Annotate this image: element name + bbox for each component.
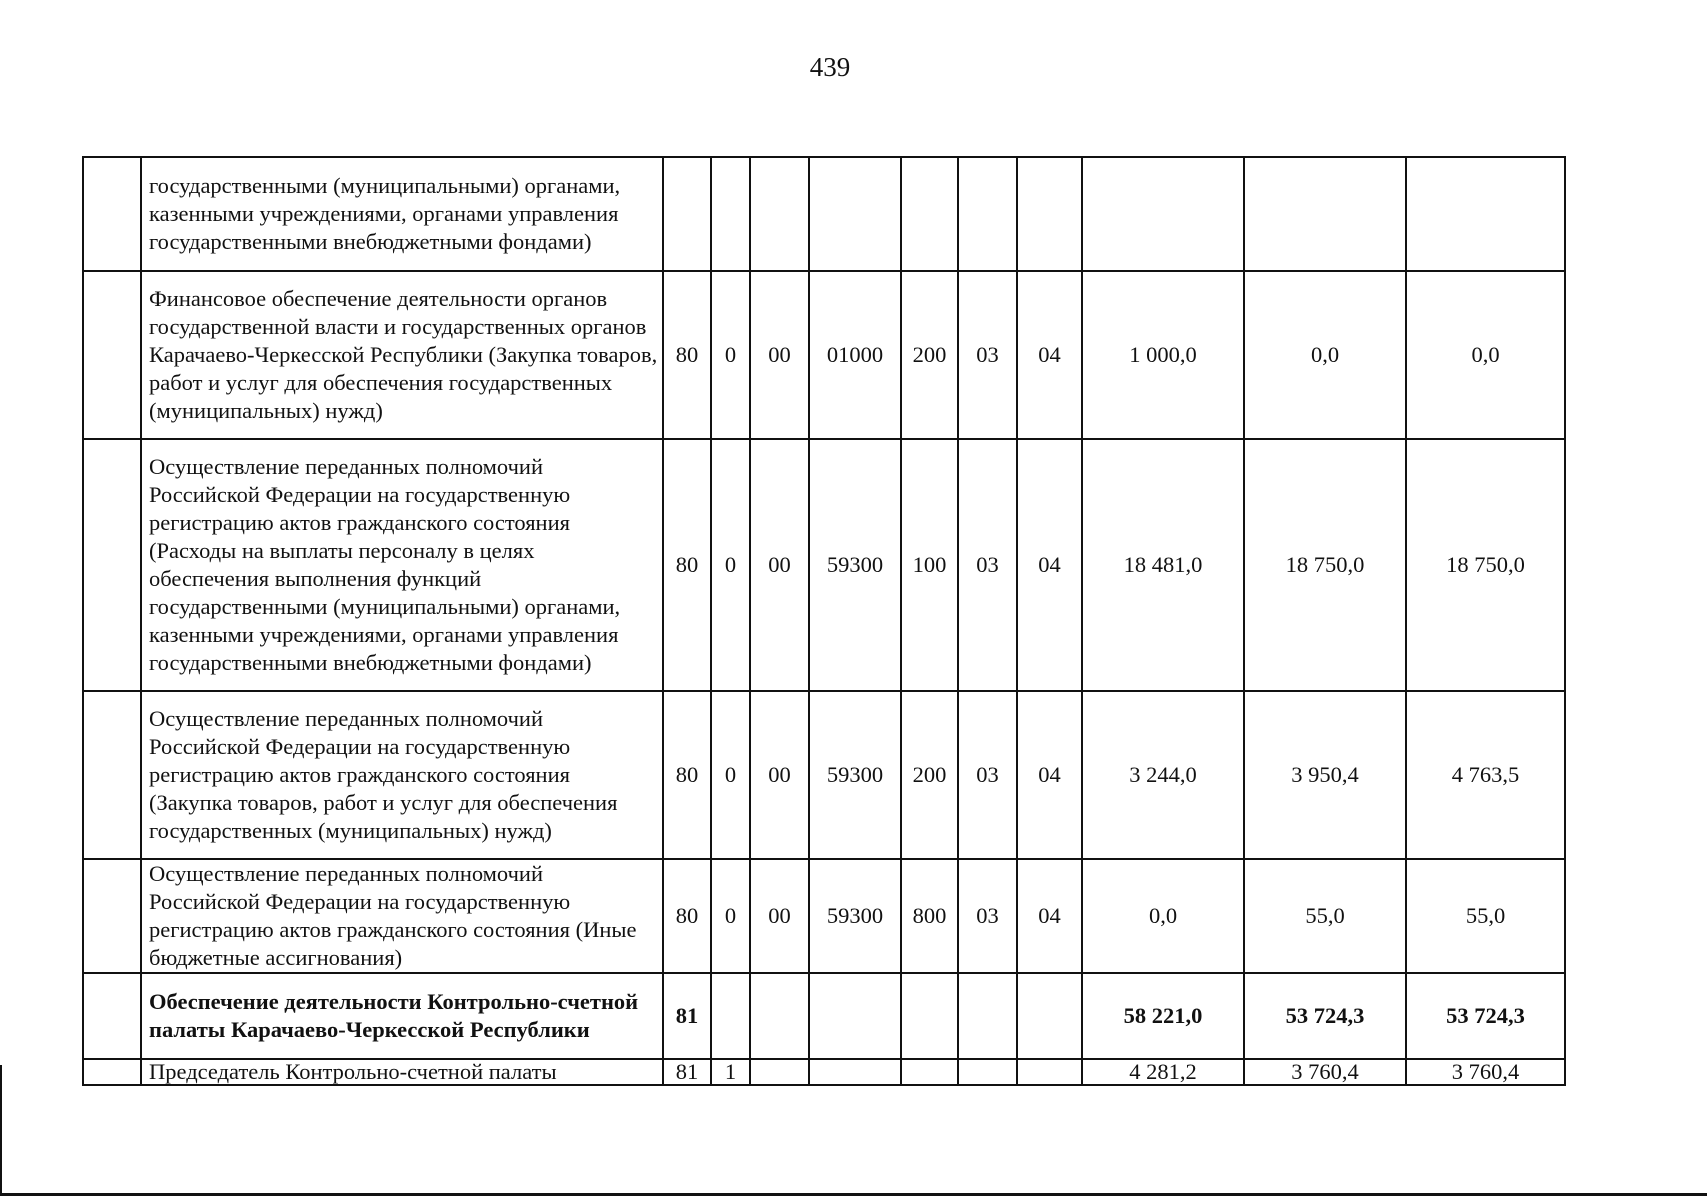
code-cell: 1 (711, 1059, 750, 1085)
code-cell (809, 973, 901, 1059)
code-cell (809, 157, 901, 271)
code-cell (901, 157, 958, 271)
code-cell: 0 (711, 439, 750, 691)
scan-edge-vertical (0, 1065, 2, 1193)
amount-cell: 3 950,4 (1244, 691, 1406, 859)
code-cell: 81 (663, 973, 711, 1059)
amount-cell: 53 724,3 (1244, 973, 1406, 1059)
code-cell: 80 (663, 439, 711, 691)
table-row (83, 859, 1565, 973)
code-cell: 59300 (809, 439, 901, 691)
code-cell (809, 1059, 901, 1085)
row-number-cell (83, 271, 141, 439)
description-cell: Осуществление переданных полномочий Российской Федерации на государственную регистрацию актов гражданского состояния (Закупка товаров, работ и услуг для обеспечения государственных (муниципальных) нужд) (141, 691, 663, 859)
code-cell (958, 157, 1017, 271)
code-cell: 59300 (809, 691, 901, 859)
amount-cell (1082, 157, 1244, 271)
amount-cell: 0,0 (1244, 271, 1406, 439)
code-cell (901, 973, 958, 1059)
code-cell (711, 973, 750, 1059)
table-row (83, 973, 1565, 1059)
code-cell: 04 (1017, 859, 1082, 973)
code-cell: 03 (958, 691, 1017, 859)
amount-cell: 18 481,0 (1082, 439, 1244, 691)
amount-cell: 3 760,4 (1406, 1059, 1565, 1085)
amount-cell: 0,0 (1406, 271, 1565, 439)
code-cell: 00 (750, 439, 809, 691)
budget-table (82, 156, 1566, 1086)
code-cell: 00 (750, 859, 809, 973)
table-row (83, 271, 1565, 439)
amount-cell: 0,0 (1082, 859, 1244, 973)
code-cell: 03 (958, 439, 1017, 691)
amount-cell: 55,0 (1406, 859, 1565, 973)
code-cell (750, 157, 809, 271)
code-cell: 04 (1017, 691, 1082, 859)
amount-cell: 1 000,0 (1082, 271, 1244, 439)
code-cell: 01000 (809, 271, 901, 439)
row-number-cell (83, 157, 141, 271)
row-number-cell (83, 973, 141, 1059)
description-cell: Обеспечение деятельности Контрольно-счетной палаты Карачаево-Черкесской Республики (141, 973, 663, 1059)
code-cell (711, 157, 750, 271)
code-cell: 81 (663, 1059, 711, 1085)
code-cell: 0 (711, 271, 750, 439)
amount-cell (1244, 157, 1406, 271)
code-cell (901, 1059, 958, 1085)
amount-cell: 55,0 (1244, 859, 1406, 973)
code-cell: 0 (711, 859, 750, 973)
row-number-cell (83, 691, 141, 859)
description-cell: Финансовое обеспечение деятельности органов государственной власти и государственных органов Карачаево-Черкесской Республики (Закупка товаров, работ и услуг для обеспечения государственных (муниципальных) нужд) (141, 271, 663, 439)
code-cell: 80 (663, 271, 711, 439)
amount-cell: 53 724,3 (1406, 973, 1565, 1059)
code-cell: 200 (901, 271, 958, 439)
table-row (83, 1059, 1565, 1085)
table-row (83, 439, 1565, 691)
scan-edge-horizontal (0, 1193, 1707, 1196)
row-number-cell (83, 1059, 141, 1085)
table-row (83, 691, 1565, 859)
code-cell (750, 973, 809, 1059)
amount-cell: 3 760,4 (1244, 1059, 1406, 1085)
description-cell: государственными (муниципальными) органами, казенными учреждениями, органами управления государственными внебюджетными фондами) (141, 157, 663, 271)
amount-cell: 18 750,0 (1244, 439, 1406, 691)
code-cell: 100 (901, 439, 958, 691)
code-cell: 800 (901, 859, 958, 973)
code-cell (1017, 973, 1082, 1059)
code-cell: 04 (1017, 439, 1082, 691)
amount-cell: 3 244,0 (1082, 691, 1244, 859)
code-cell: 04 (1017, 271, 1082, 439)
code-cell: 200 (901, 691, 958, 859)
code-cell: 59300 (809, 859, 901, 973)
code-cell (750, 1059, 809, 1085)
code-cell (958, 1059, 1017, 1085)
code-cell: 0 (711, 691, 750, 859)
amount-cell: 4 763,5 (1406, 691, 1565, 859)
amount-cell: 4 281,2 (1082, 1059, 1244, 1085)
code-cell: 80 (663, 859, 711, 973)
code-cell: 80 (663, 691, 711, 859)
amount-cell: 58 221,0 (1082, 973, 1244, 1059)
code-cell (958, 973, 1017, 1059)
code-cell (663, 157, 711, 271)
description-cell: Осуществление переданных полномочий Российской Федерации на государственную регистрацию актов гражданского состояния (Расходы на выплаты персоналу в целях обеспечения выполнения функций государственными (муниципальными) органами, казенными учреждениями, органами управления государственными внебюджетными фондами) (141, 439, 663, 691)
code-cell: 00 (750, 691, 809, 859)
row-number-cell (83, 439, 141, 691)
amount-cell: 18 750,0 (1406, 439, 1565, 691)
code-cell (1017, 157, 1082, 271)
code-cell: 00 (750, 271, 809, 439)
amount-cell (1406, 157, 1565, 271)
page-number: 439 (809, 52, 851, 82)
code-cell: 03 (958, 859, 1017, 973)
code-cell: 03 (958, 271, 1017, 439)
row-number-cell (83, 859, 141, 973)
description-cell: Председатель Контрольно-счетной палаты (141, 1059, 663, 1085)
description-cell: Осуществление переданных полномочий Российской Федерации на государственную регистрацию актов гражданского состояния (Иные бюджетные ассигнования) (141, 859, 663, 973)
table-row (83, 157, 1565, 271)
code-cell (1017, 1059, 1082, 1085)
